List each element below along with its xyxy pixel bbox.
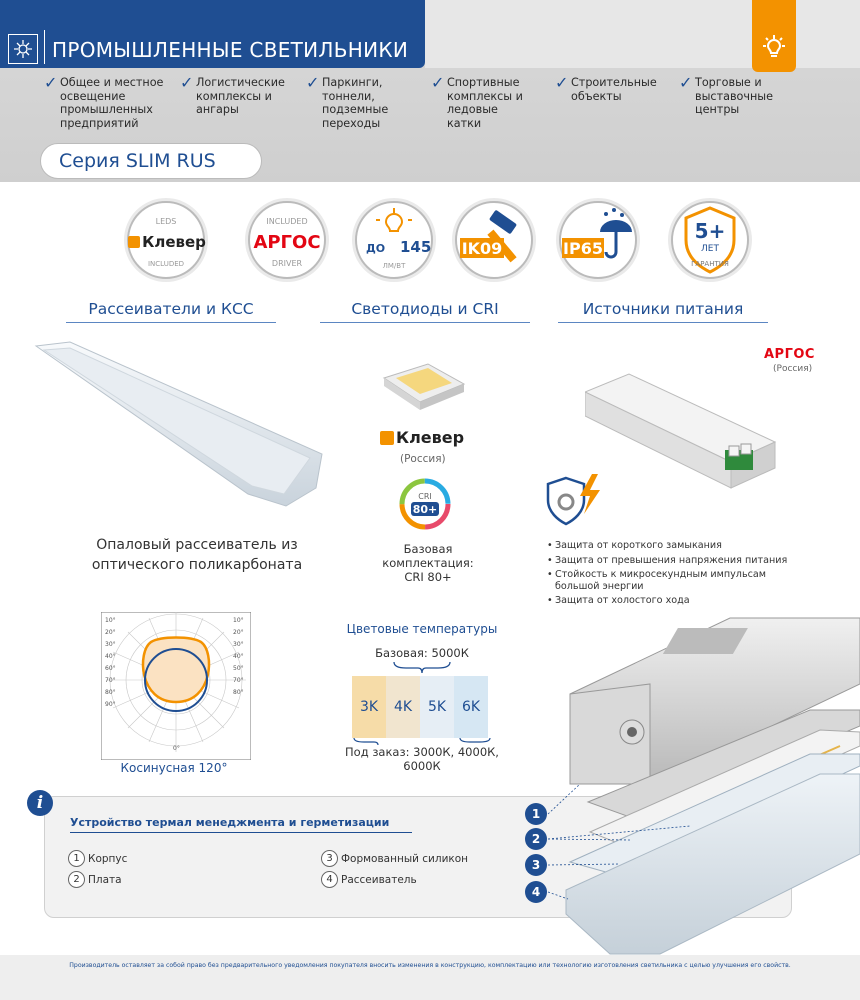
- series-name: Серия SLIM RUS: [59, 150, 216, 172]
- polar-label: Косинусная 120°: [120, 761, 228, 775]
- svg-text:145: 145: [400, 238, 432, 256]
- ik09-badge: [452, 198, 536, 282]
- svg-text:10°: 10°: [233, 617, 244, 624]
- diffuser-description: Опаловый рассеиватель из оптического поликарбоната: [91, 537, 303, 573]
- part-label: Рассеиватель: [341, 873, 417, 886]
- svg-text:40°: 40°: [233, 653, 244, 660]
- cri-icon: [399, 478, 451, 530]
- section-underline: [66, 322, 276, 323]
- svg-text:10°: 10°: [105, 617, 116, 624]
- svg-text:Клевер: Клевер: [142, 233, 206, 251]
- svg-text:3: 3: [531, 858, 541, 872]
- section-title-power: Источники питания: [582, 300, 744, 318]
- svg-text:CRI: CRI: [418, 492, 432, 501]
- section-underline: [320, 322, 530, 323]
- svg-text:INCLUDED: INCLUDED: [266, 217, 308, 226]
- part-number: 1: [68, 850, 85, 867]
- series-label: [40, 143, 262, 179]
- part-item: [68, 871, 122, 888]
- footer-disclaimer: Производитель оставляет за собой право без предварительного уведомления покупателя вносить изменения в конструкцию, комплектацию или технологию изготовления светильника с целью улучшения его свойств.: [69, 962, 791, 969]
- argos-logo: АРГОС: [764, 347, 815, 362]
- part-item: [321, 871, 417, 888]
- check-icon: ✓: [679, 73, 693, 92]
- part-item: [321, 850, 468, 867]
- svg-text:50°: 50°: [233, 665, 244, 672]
- color-temp-3k: 3K: [352, 676, 386, 738]
- svg-text:АРГОС: АРГОС: [253, 232, 321, 253]
- svg-text:4: 4: [531, 885, 541, 899]
- protection-item: • Защита от превышения напряжения питания: [547, 555, 807, 567]
- lamp-tab: [752, 0, 796, 72]
- application-item: [306, 73, 406, 130]
- bracket-icon: [392, 660, 452, 674]
- klever-leds-badge: [124, 198, 208, 282]
- svg-text:80°: 80°: [105, 689, 116, 696]
- svg-text:DRIVER: DRIVER: [271, 259, 303, 268]
- svg-text:40°: 40°: [105, 653, 116, 660]
- application-item: [679, 73, 789, 117]
- application-label: Общее и местное освещение промышленных предприятий: [60, 76, 164, 130]
- svg-text:30°: 30°: [233, 641, 244, 648]
- klever-logo: [380, 428, 464, 447]
- part-label: Плата: [88, 873, 122, 886]
- construction-title: Устройство термал менеджмента и герметизации: [70, 816, 390, 829]
- svg-text:70°: 70°: [105, 677, 116, 684]
- color-temp-6k: 6K: [454, 676, 488, 738]
- ip65-badge: [556, 198, 640, 282]
- section-title-diffusers: Рассеиватели и КСС: [88, 300, 254, 318]
- application-item: [555, 73, 657, 103]
- protection-list: [547, 540, 807, 610]
- svg-text:IP65: IP65: [563, 239, 603, 258]
- svg-text:0°: 0°: [173, 745, 180, 752]
- svg-text:ЛМ/ВТ: ЛМ/ВТ: [382, 262, 406, 270]
- svg-text:2: 2: [531, 832, 541, 846]
- part-number: 2: [68, 871, 85, 888]
- page-title: ПРОМЫШЛЕННЫЕ СВЕТИЛЬНИКИ: [52, 38, 409, 62]
- part-label: Корпус: [88, 852, 128, 865]
- application-label: Строительные объекты: [571, 76, 657, 103]
- application-label: Торговые и выставочные центры: [695, 76, 774, 116]
- application-label: Логистические комплексы и ангары: [196, 76, 285, 116]
- polar-diagram: [101, 612, 251, 760]
- part-number: 4: [321, 871, 338, 888]
- check-icon: ✓: [431, 73, 445, 92]
- svg-text:30°: 30°: [105, 641, 116, 648]
- part-number: 3: [321, 850, 338, 867]
- application-item: [44, 73, 164, 130]
- section-title-leds: Светодиоды и CRI: [351, 300, 499, 318]
- klever-logo-square: [380, 431, 394, 445]
- diffuser-image: [30, 336, 330, 516]
- cri-base-text: Базовая комплектация: CRI 80+: [382, 542, 474, 584]
- svg-text:20°: 20°: [233, 629, 244, 636]
- svg-text:LEDS: LEDS: [155, 217, 177, 226]
- svg-text:INCLUDED: INCLUDED: [147, 260, 185, 268]
- check-icon: ✓: [180, 73, 194, 92]
- check-icon: ✓: [44, 73, 58, 92]
- section-underline: [558, 322, 768, 323]
- argos-driver-badge: [245, 198, 329, 282]
- info-icon: i: [27, 790, 53, 816]
- check-icon: ✓: [306, 73, 320, 92]
- applications-list: [44, 73, 844, 146]
- part-label: Формованный силикон: [341, 852, 469, 865]
- led-chip-image: [378, 358, 470, 418]
- protection-item: • Защита от холостого хода: [547, 595, 807, 607]
- svg-text:80+: 80+: [412, 503, 438, 516]
- application-item: [431, 73, 535, 130]
- svg-text:ДО: ДО: [366, 242, 386, 255]
- svg-text:90°: 90°: [105, 701, 116, 708]
- factory-icon: [8, 34, 38, 64]
- klever-brand: Клевер: [396, 428, 465, 447]
- application-item: [180, 73, 288, 117]
- svg-text:60°: 60°: [105, 665, 116, 672]
- color-temps-order: Под заказ: 3000К, 4000К, 6000К: [345, 745, 499, 773]
- svg-text:80°: 80°: [233, 689, 244, 696]
- efficacy-badge: [352, 198, 436, 282]
- driver-image: [585, 370, 785, 500]
- color-temps-base: Базовая: 5000К: [375, 646, 469, 660]
- light-bulb-icon: [758, 32, 790, 64]
- protection-item: • Стойкость к микросекундным импульсам большой энергии: [547, 569, 807, 592]
- color-temp-5k: 5K: [420, 676, 454, 738]
- fixture-exploded-view: [510, 614, 860, 959]
- application-label: Паркинги, тоннели, подземные переходы: [322, 76, 389, 130]
- svg-text:20°: 20°: [105, 629, 116, 636]
- color-temp-4k: 4K: [386, 676, 420, 738]
- color-temps-title: Цветовые температуры: [346, 622, 498, 636]
- warranty-badge: [668, 198, 752, 282]
- svg-text:1: 1: [531, 807, 541, 821]
- header-divider: [44, 30, 45, 64]
- protection-item: • Защита от короткого замыкания: [547, 540, 807, 552]
- color-temp-options: [352, 676, 488, 738]
- part-item: [68, 850, 127, 867]
- construction-underline: [70, 832, 412, 833]
- svg-text:5+: 5+: [694, 219, 726, 243]
- shield-lightning-icon: [544, 470, 608, 532]
- application-label: Спортивные комплексы и ледовые катки: [447, 76, 523, 130]
- check-icon: ✓: [555, 73, 569, 92]
- led-country: (Россия): [400, 453, 446, 465]
- svg-text:70°: 70°: [233, 677, 244, 684]
- power-country: (Россия): [773, 364, 813, 374]
- svg-text:ГАРАНТИЯ: ГАРАНТИЯ: [691, 260, 729, 268]
- svg-text:ЛЕТ: ЛЕТ: [701, 244, 719, 254]
- svg-text:IK09: IK09: [461, 239, 503, 258]
- header-title-band: [0, 0, 425, 68]
